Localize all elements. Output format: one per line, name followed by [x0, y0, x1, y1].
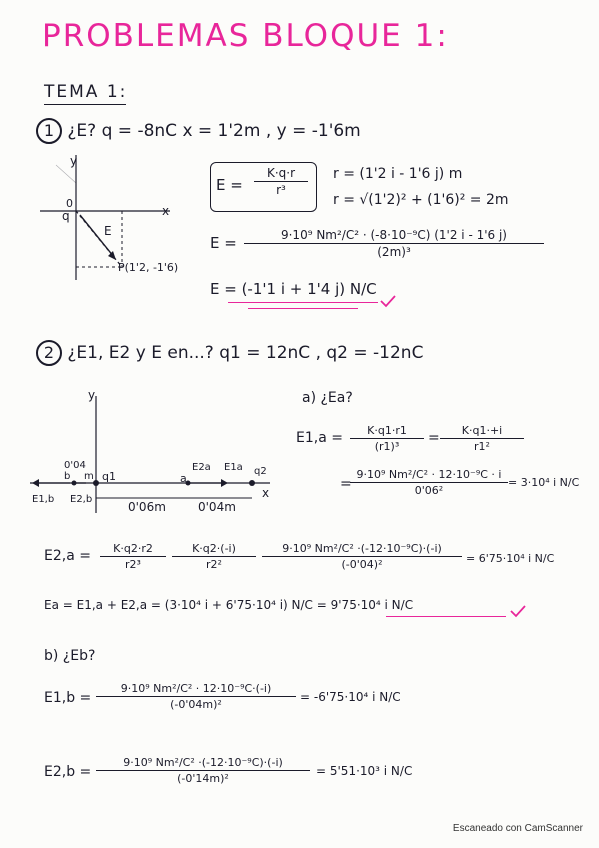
- e1a2-equals: =: [340, 476, 352, 492]
- scanner-watermark: Escaneado con CamScanner: [452, 823, 583, 834]
- tema-underline: [44, 104, 126, 105]
- problem-number-badge: 2: [36, 340, 62, 366]
- e2b-lhs: E2,b =: [44, 764, 92, 780]
- field-e1b-label: E1,b: [32, 494, 55, 505]
- box-fraction: K·q·r r³: [254, 166, 308, 197]
- e2a-lhs: E2,a =: [44, 548, 91, 564]
- ea-underline: [386, 616, 506, 617]
- graph-charge-label: q: [62, 209, 70, 223]
- graph-field-label: E: [104, 224, 112, 238]
- e2a-fraction-1: K·q2·r2 r2³: [100, 542, 166, 571]
- modulus-r: r = √(1'2)² + (1'6)² = 2m: [333, 192, 509, 208]
- point-a-label: a: [180, 472, 187, 485]
- e1b-result: = -6'75·10⁴ i N/C: [300, 690, 401, 704]
- distance-label-004m: 0'04m: [198, 500, 236, 514]
- e2a-fraction-3: 9·10⁹ Nm²/C² ·(-12·10⁻⁹C)·(-i) (-0'04)²: [262, 542, 462, 571]
- result-underline: [228, 302, 378, 303]
- problem-2-question: ¿E1, E2 y E en...? q1 = 12nC , q2 = -12nC: [67, 343, 424, 363]
- graph-x-label: x: [162, 204, 170, 218]
- unit-m-label: m: [84, 471, 94, 482]
- field-e1a-label: E1a: [224, 462, 243, 473]
- axis-y-label: y: [88, 388, 96, 402]
- e1a-lhs: E1,a =: [296, 430, 343, 446]
- e1a-fraction-1: K·q1·r1 (r1)³: [350, 424, 424, 453]
- field-e2b-label: E2,b: [70, 494, 93, 505]
- page-title: PROBLEMAS BLOQUE 1:: [42, 18, 449, 54]
- box-lhs: E =: [216, 176, 243, 194]
- part-a-heading: a) ¿Ea?: [302, 390, 353, 406]
- axis-x-label: x: [262, 486, 270, 500]
- e-formula-fraction: 9·10⁹ Nm²/C² · (-8·10⁻⁹C) (1'2 i - 1'6 j) (2m)³: [244, 228, 544, 259]
- charge-q1-label: q1: [102, 470, 116, 483]
- part-b-heading: b) ¿Eb?: [44, 648, 96, 664]
- e1a2-fraction: 9·10⁹ Nm²/C² · 12·10⁻⁹C · i 0'06²: [350, 468, 508, 497]
- e1b-lhs: E1,b =: [44, 690, 92, 706]
- distance-label-004: 0'04: [64, 460, 86, 471]
- problem-2-statement: [36, 340, 423, 366]
- section-heading: TEMA 1:: [44, 82, 128, 102]
- check-mark-icon: [510, 606, 526, 618]
- vector-r: r = (1'2 i - 1'6 j) m: [333, 166, 463, 182]
- distance-label-006m: 0'06m: [128, 500, 166, 514]
- ea-total: Ea = E1,a + E2,a = (3·10⁴ i + 6'75·10⁴ i) N/C = 9'75·10⁴ i N/C: [44, 598, 414, 612]
- point-b-label: b: [64, 471, 71, 482]
- e2b-result: = 5'51·10³ i N/C: [316, 764, 413, 778]
- graph-point-label: P(1'2, -1'6): [118, 261, 179, 274]
- problem-1-question: ¿E? q = -8nC x = 1'2m , y = -1'6m: [67, 121, 361, 141]
- e2a-result: = 6'75·10⁴ i N/C: [466, 552, 555, 565]
- e2b-fraction: 9·10⁹ Nm²/C² ·(-12·10⁻⁹C)·(-i) (-0'14m)²: [96, 756, 310, 785]
- graph-y-label: y: [70, 154, 78, 168]
- e1b-fraction: 9·10⁹ Nm²/C² · 12·10⁻⁹C·(-i) (-0'04m)²: [96, 682, 296, 711]
- e1a-result: = 3·10⁴ i N/C: [508, 476, 580, 489]
- check-mark-icon: [380, 296, 396, 308]
- graph-origin-label: 0: [66, 197, 73, 210]
- problem-1-result: E = (-1'1 i + 1'4 j) N/C: [210, 280, 377, 298]
- e1a-fraction-2: K·q1·+i r1²: [440, 424, 524, 453]
- e2a-fraction-2: K·q2·(-i) r2²: [172, 542, 256, 571]
- e1a-equals: =: [428, 430, 440, 446]
- problem-1-statement: [36, 118, 361, 144]
- charge-q2-label: q2: [254, 466, 267, 477]
- result-underline-2: [248, 308, 358, 309]
- e-formula-lhs: E =: [210, 234, 237, 252]
- problem-number-badge: 1: [36, 118, 62, 144]
- field-e2a-label: E2a: [192, 462, 211, 473]
